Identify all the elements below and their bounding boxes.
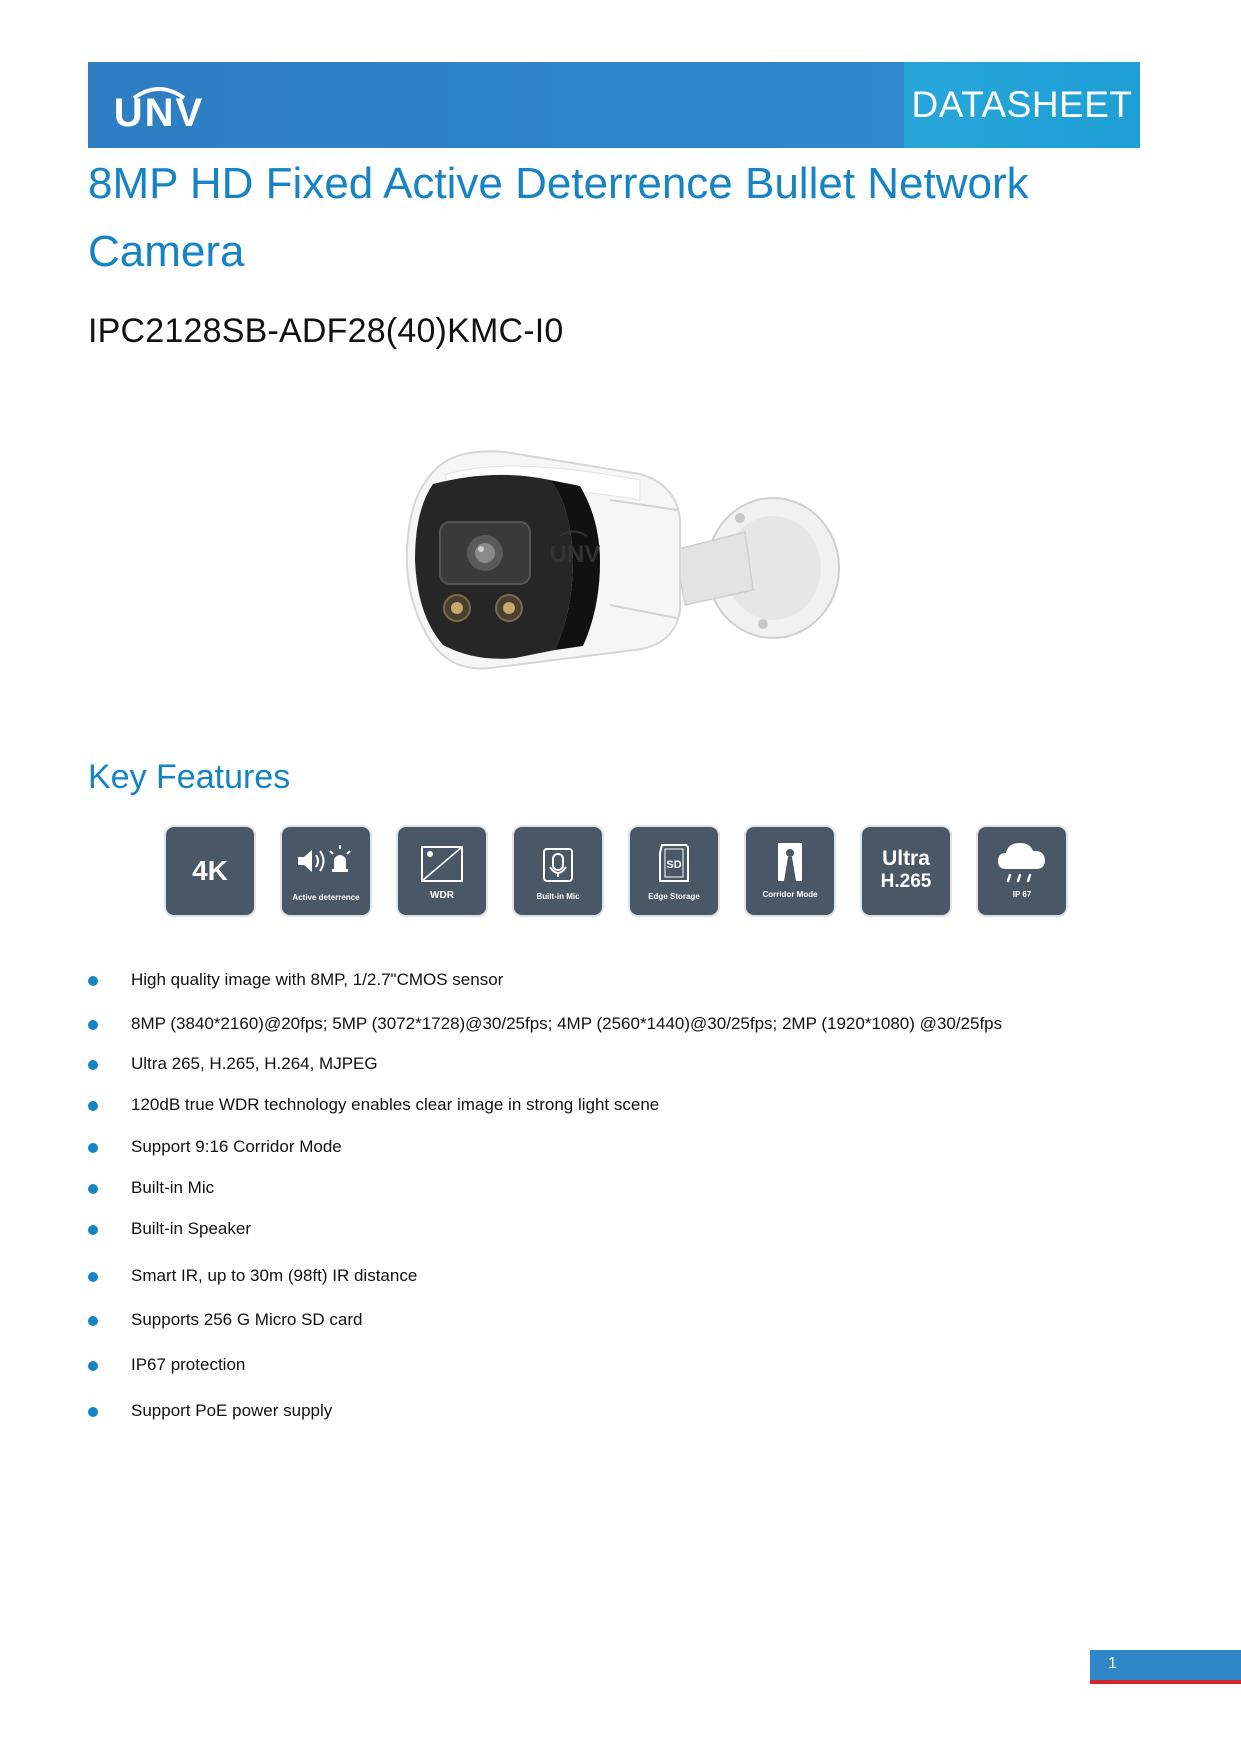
h265-label: H.265 <box>880 871 932 892</box>
sd-card-text: SD <box>666 859 682 871</box>
footer-red-line <box>1090 1680 1241 1684</box>
product-image-camera <box>395 440 845 680</box>
bullet-icon <box>88 1143 98 1153</box>
rain-cloud-icon <box>978 827 1066 915</box>
wdr-label: WDR <box>430 890 454 901</box>
logo-text: UNV <box>113 91 205 132</box>
key-features-title: Key Features <box>88 758 291 796</box>
corridor-graphic-icon <box>746 827 834 915</box>
4k-icon-label: 4K <box>192 855 228 886</box>
bullet-icon <box>88 1020 98 1030</box>
feature-icons-row <box>166 827 1070 919</box>
edge-storage-label: Edge Storage <box>648 892 700 901</box>
edge-storage-icon <box>630 827 718 915</box>
corridor-mode-label: Corridor Mode <box>762 890 818 899</box>
corridor-mode-icon <box>746 827 834 915</box>
ultra-h265-icon <box>862 827 950 915</box>
wdr-graphic-icon <box>398 827 486 915</box>
header-bar <box>88 62 1140 148</box>
4k-icon <box>166 827 254 915</box>
unv-logo <box>104 76 214 132</box>
built-in-mic-label: Built-in Mic <box>536 892 580 901</box>
page-number: 1 <box>1108 1655 1117 1672</box>
bullet-icon <box>88 1225 98 1235</box>
active-deterrence-label: Active deterrence <box>292 893 360 902</box>
bullet-icon <box>88 1316 98 1326</box>
active-deterrence-icon <box>282 827 370 915</box>
bullet-icon <box>88 1060 98 1070</box>
ultra-label: Ultra <box>882 847 930 870</box>
camera-logo-text: UNV <box>549 541 601 568</box>
datasheet-tag: DATASHEET <box>904 62 1140 148</box>
model-number: IPC2128SB-ADF28(40)KMC-I0 <box>88 312 564 350</box>
bullet-icon <box>88 1101 98 1111</box>
bullet-icon <box>88 1407 98 1417</box>
bullet-icon <box>88 1184 98 1194</box>
bullet-icon <box>88 1272 98 1282</box>
bullet-icon <box>88 976 98 986</box>
ip67-label: IP 67 <box>1012 890 1032 899</box>
wdr-icon <box>398 827 486 915</box>
built-in-mic-icon <box>514 827 602 915</box>
ip67-icon <box>978 827 1066 915</box>
bullet-icon <box>88 1361 98 1371</box>
page-title: 8MP HD Fixed Active Deterrence Bullet Network Camera <box>88 159 1029 276</box>
